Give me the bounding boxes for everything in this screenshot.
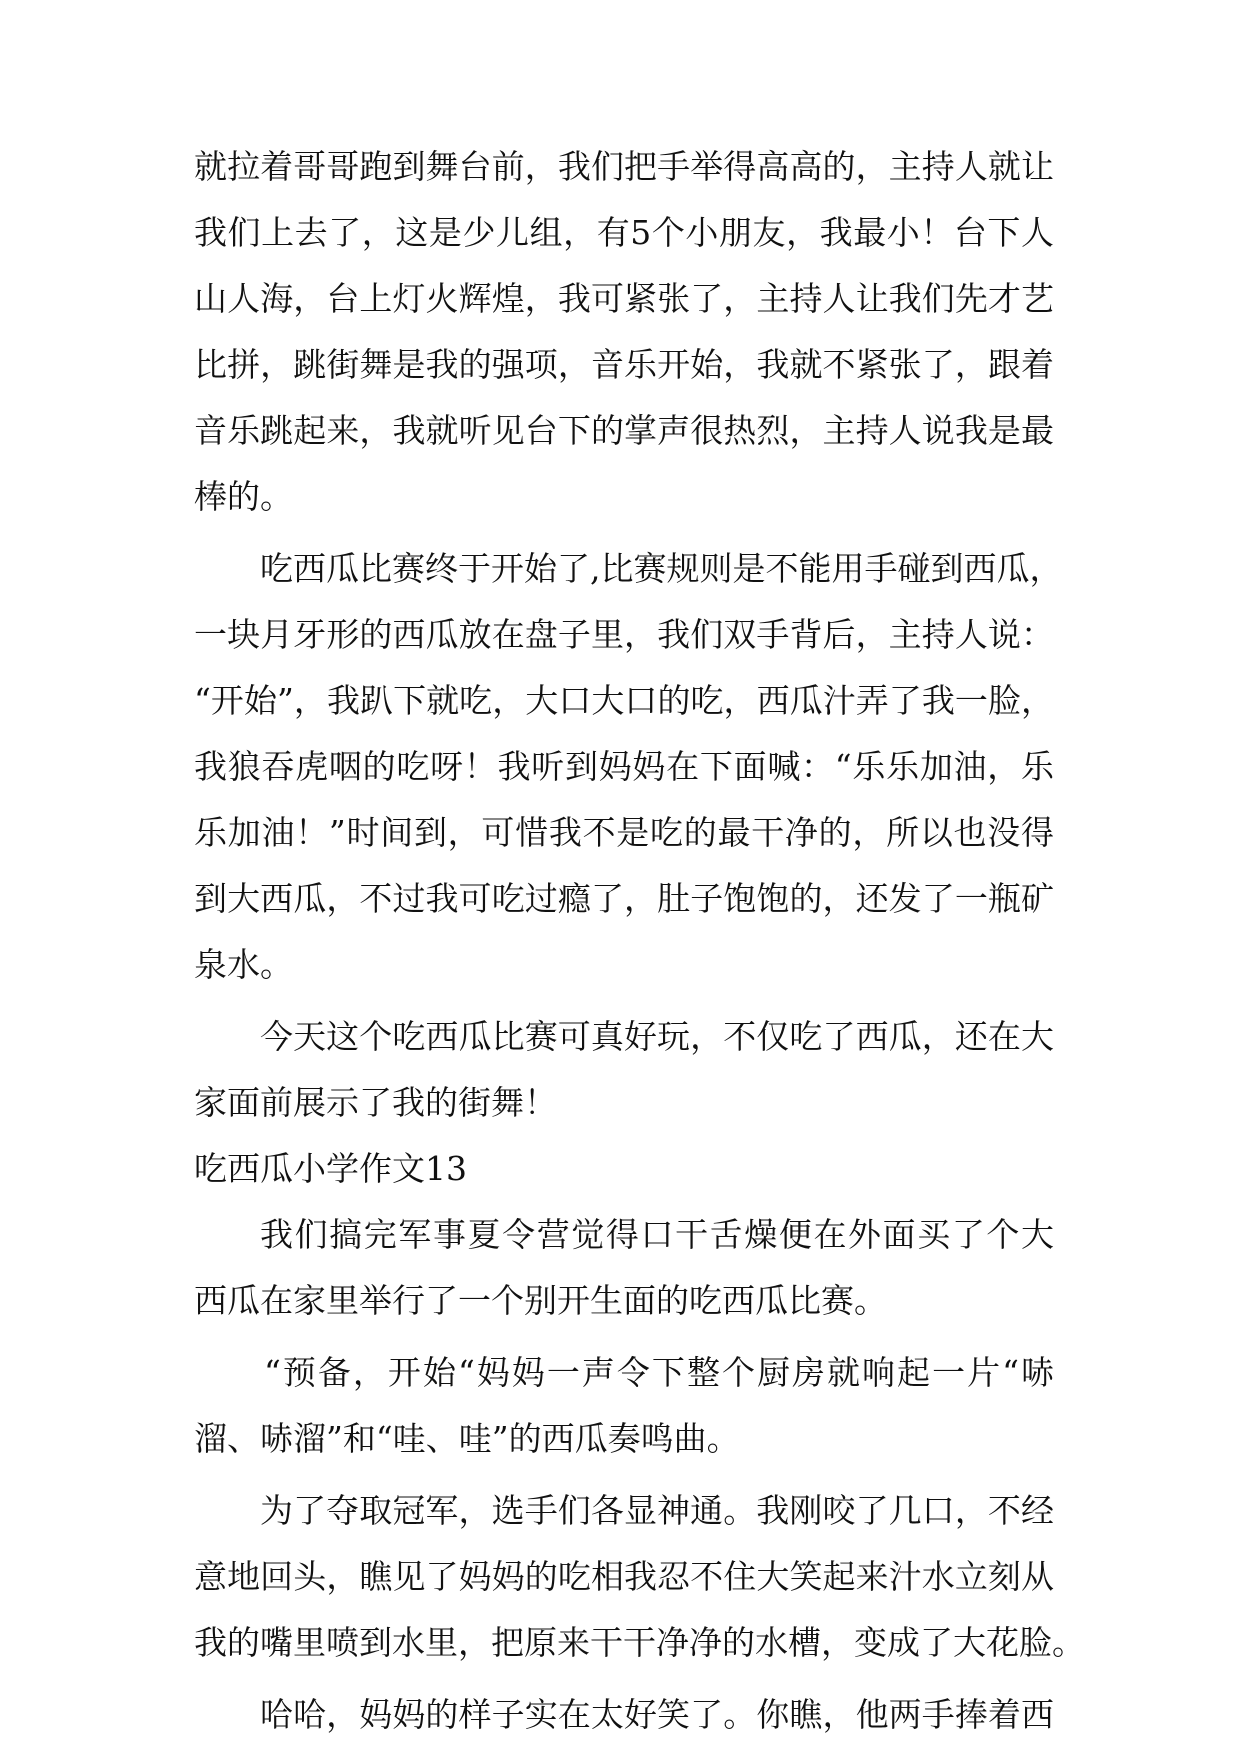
paragraph-line: 乐加油！”时间到，可惜我不是吃的最干净的，所以也没得 — [194, 813, 1054, 852]
paragraph-line: 吃西瓜比赛终于开始了,比赛规则是不能用手碰到西瓜， — [260, 549, 1063, 588]
paragraph-line: 比拼，跳街舞是我的强项，音乐开始，我就不紧张了，跟着 — [194, 345, 1054, 384]
paragraph-line: 我狼吞虎咽的吃呀！我听到妈妈在下面喊：“乐乐加油，乐 — [194, 747, 1054, 786]
paragraph-line: 就拉着哥哥跑到舞台前，我们把手举得高高的，主持人就让 — [194, 147, 1054, 186]
paragraph-line: 今天这个吃西瓜比赛可真好玩，不仅吃了西瓜，还在大 — [260, 1017, 1054, 1056]
paragraph-line: 意地回头，瞧见了妈妈的吃相我忍不住大笑起来汁水立刻从 — [194, 1557, 1054, 1596]
paragraph-line: “开始”，我趴下就吃，大口大口的吃，西瓜汁弄了我一脸， — [194, 681, 1054, 720]
paragraph-line: 溜、哧溜”和“哇、哇”的西瓜奏鸣曲。 — [194, 1419, 740, 1458]
paragraph-line: 为了夺取冠军，选手们各显神通。我刚咬了几口，不经 — [260, 1491, 1054, 1530]
paragraph-line: 哈哈，妈妈的样子实在太好笑了。你瞧，他两手捧着西 — [260, 1695, 1054, 1734]
paragraph-line: 我们搞完军事夏令营觉得口干舌燥便在外面买了个大 — [260, 1215, 1054, 1254]
paragraph-line: 到大西瓜，不过我可吃过瘾了，肚子饱饱的，还发了一瓶矿 — [194, 879, 1054, 918]
paragraph-line: 家面前展示了我的街舞！ — [194, 1083, 557, 1122]
paragraph-line: 泉水。 — [194, 945, 293, 984]
paragraph-line: 一块月牙形的西瓜放在盘子里，我们双手背后，主持人说： — [194, 615, 1054, 654]
section-title: 吃西瓜小学作文13 — [194, 1149, 467, 1188]
paragraph-line: “预备，开始“妈妈一声令下整个厨房就响起一片“哧 — [264, 1353, 1054, 1392]
paragraph-line: 我的嘴里喷到水里，把原来干干净净的水槽，变成了大花脸。 — [194, 1623, 1085, 1662]
paragraph-line: 西瓜在家里举行了一个别开生面的吃西瓜比赛。 — [194, 1281, 887, 1320]
paragraph-line: 音乐跳起来，我就听见台下的掌声很热烈，主持人说我是最 — [194, 411, 1054, 450]
paragraph-line: 山人海，台上灯火辉煌，我可紧张了，主持人让我们先才艺 — [194, 279, 1054, 318]
document-body — [194, 134, 1085, 1748]
paragraph-line: 我们上去了，这是少儿组，有5个小朋友，我最小！台下人 — [194, 213, 1054, 252]
paragraph-line: 棒的。 — [194, 477, 293, 516]
